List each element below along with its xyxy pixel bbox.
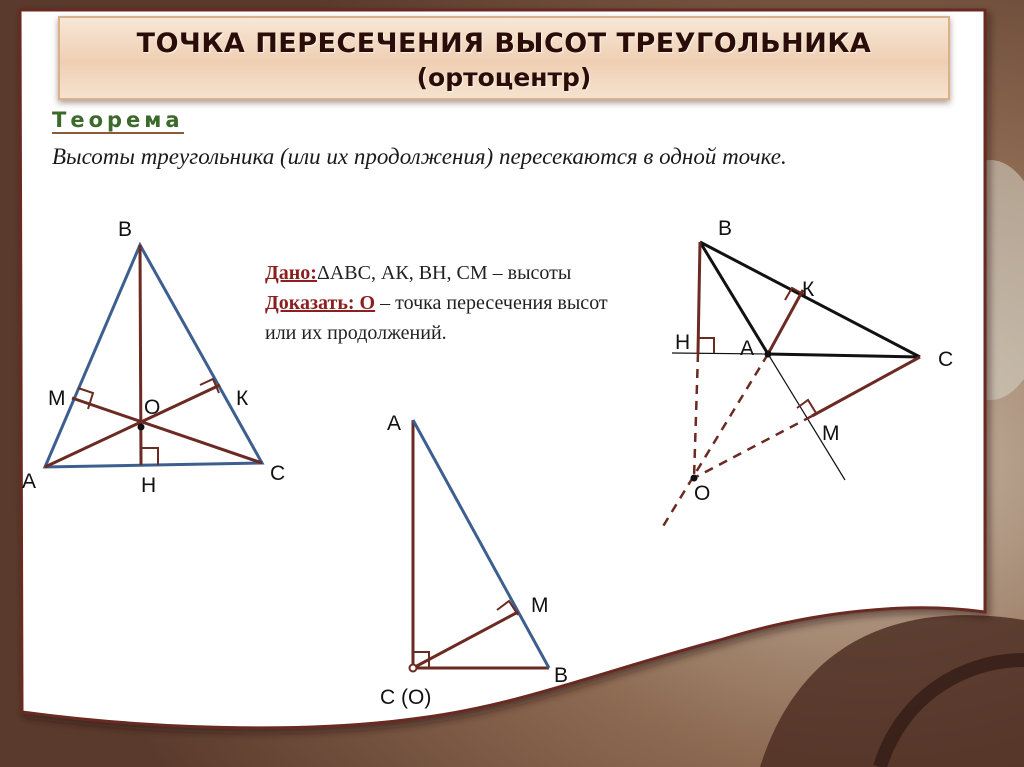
altitude-ak-1 [45, 385, 220, 467]
given-label: Дано: [265, 262, 317, 284]
theorem-label: Теорема [52, 108, 184, 132]
altitude-bh-1 [140, 245, 141, 465]
orthocenter-point-2 [410, 665, 417, 672]
altitude-bh-3 [698, 242, 700, 353]
label-k-1: К [236, 387, 249, 410]
right-angle-m-3 [797, 400, 816, 413]
dashed-extension-ak-3 [662, 354, 768, 528]
dashed-extension-bh-3 [694, 353, 698, 478]
right-angle-h-3 [699, 338, 714, 353]
label-m-2: М [531, 594, 549, 617]
figure-obtuse-triangle [662, 217, 953, 528]
prove-label: Доказать: О [265, 292, 376, 314]
altitude-cm-3 [812, 357, 920, 416]
side-ac-3 [768, 354, 920, 357]
label-a-1: А [22, 470, 37, 493]
figure-acute-triangle [22, 218, 285, 497]
altitude-cm-1 [72, 398, 262, 463]
label-b-3: В [718, 217, 733, 240]
label-a-3: А [740, 337, 755, 360]
dashed-extension-cm-3 [694, 416, 812, 478]
label-a-2: А [387, 412, 402, 435]
triangle-abc-1 [45, 245, 262, 467]
label-b-2: В [554, 664, 569, 687]
figure-right-triangle [380, 412, 568, 709]
right-angle-h-1 [141, 448, 158, 465]
theorem-text: Высоты треугольника (или их продолжения) пересекаются в одной точке. [52, 144, 787, 169]
label-h-3: Н [675, 331, 691, 354]
title-line-1: ТОЧКА ПЕРЕСЕЧЕНИЯ ВЫСОТ ТРЕУГОЛЬНИКА [136, 28, 872, 59]
label-o-1: О [144, 396, 161, 419]
orthocenter-point-3 [691, 475, 698, 482]
vertex-a-point-3 [765, 351, 772, 358]
prove-text: – точка пересечения высот или их продолжений. [265, 292, 608, 344]
label-o-3: О [694, 482, 711, 505]
orthocenter-point-1 [138, 424, 145, 431]
label-h-1: Н [141, 474, 157, 497]
label-c-3: С [938, 348, 954, 371]
extension-ba-3 [768, 354, 845, 480]
label-m-1: М [48, 387, 66, 410]
title-line-2: (ортоцентр) [416, 63, 592, 92]
given-text: ΔАВС, АК, ВН, СМ – высоты [316, 262, 572, 284]
label-co-2: С (О) [380, 686, 432, 709]
label-c-1: С [270, 462, 286, 485]
label-k-3: К [802, 278, 815, 301]
label-m-3: М [822, 422, 840, 445]
label-b-1: В [118, 218, 133, 241]
